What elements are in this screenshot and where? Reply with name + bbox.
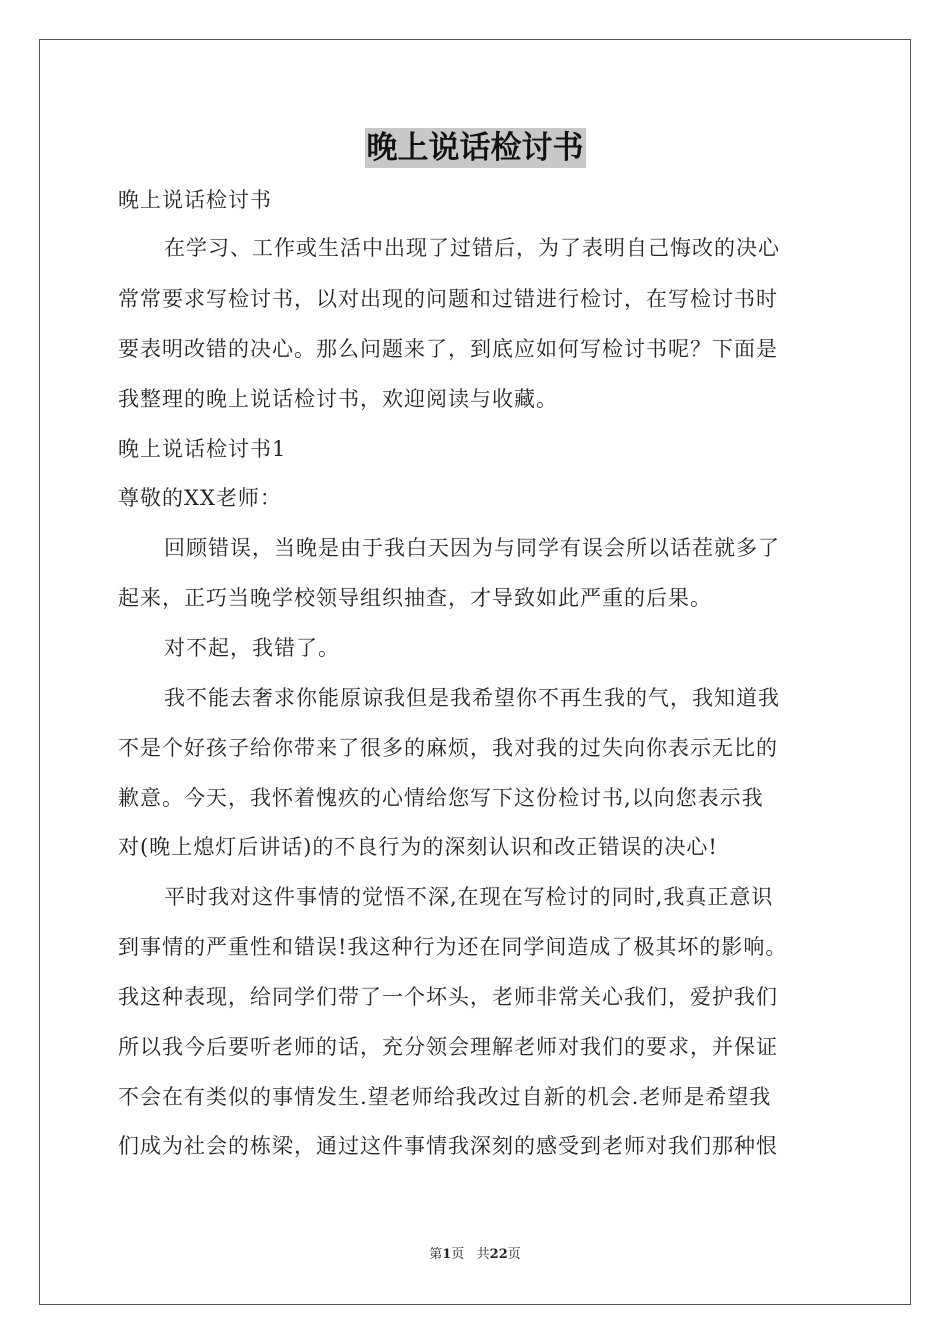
paragraph-line: 不是个好孩子给你带来了很多的麻烦，我对我的过失向你表示无比的 bbox=[118, 736, 778, 760]
paragraph-line: 不会在有类似的事情发生.望老师给我改过自新的机会.老师是希望我 bbox=[118, 1085, 772, 1109]
section-heading: 晚上说话检讨书1 bbox=[118, 437, 287, 461]
paragraph-line: 在学习、工作或生活中出现了过错后，为了表明自己悔改的决心 bbox=[164, 236, 780, 260]
page-frame bbox=[39, 39, 911, 1305]
paragraph-line: 起来，正巧当晚学校领导组织抽查，才导致如此严重的后果。 bbox=[118, 586, 712, 610]
paragraph-line: 们成为社会的栋梁，通过这件事情我深刻的感受到老师对我们那种恨 bbox=[118, 1134, 778, 1158]
paragraph-line: 我这种表现，给同学们带了一个坏头，老师非常关心我们，爱护我们 bbox=[118, 985, 778, 1009]
document-title: 晚上说话检讨书 bbox=[366, 130, 584, 166]
paragraph-line: 对不起，我错了。 bbox=[164, 636, 340, 660]
footer-page-prefix: 第 bbox=[429, 1247, 443, 1262]
subtitle-line: 晚上说话检讨书 bbox=[118, 188, 272, 212]
title-container bbox=[0, 128, 950, 168]
paragraph-line: 要表明改错的决心。那么问题来了，到底应如何写检讨书呢？下面是 bbox=[118, 337, 778, 361]
footer-page-current: 1 bbox=[442, 1247, 452, 1262]
footer-page-mid: 页 共 bbox=[451, 1247, 490, 1262]
paragraph-line: 常常要求写检讨书，以对出现的问题和过错进行检讨，在写检讨书时 bbox=[118, 287, 778, 311]
paragraph-line: 回顾错误，当晚是由于我白天因为与同学有误会所以话茬就多了 bbox=[164, 536, 780, 560]
page-footer bbox=[0, 1246, 950, 1264]
paragraph-line: 平时我对这件事情的觉悟不深,在现在写检讨的同时,我真正意识 bbox=[164, 885, 774, 909]
footer-page-total: 22 bbox=[489, 1247, 508, 1262]
footer-page-suffix: 页 bbox=[507, 1247, 521, 1262]
paragraph-line: 歉意。今天，我怀着愧疚的心情给您写下这份检讨书,以向您表示我 bbox=[118, 786, 764, 810]
salutation-line: 尊敬的XX老师： bbox=[118, 486, 282, 510]
paragraph-line: 我不能去奢求你能原谅我但是我希望你不再生我的气，我知道我 bbox=[164, 686, 780, 710]
paragraph-line: 我整理的晚上说话检讨书，欢迎阅读与收藏。 bbox=[118, 387, 558, 411]
paragraph-line: 对(晚上熄灯后讲话)的不良行为的深刻认识和改正错误的决心! bbox=[118, 835, 718, 859]
paragraph-line: 到事情的严重性和错误!我这种行为还在同学间造成了极其坏的影响。 bbox=[118, 935, 788, 959]
paragraph-line: 所以我今后要听老师的话，充分领会理解老师对我们的要求，并保证 bbox=[118, 1035, 778, 1059]
